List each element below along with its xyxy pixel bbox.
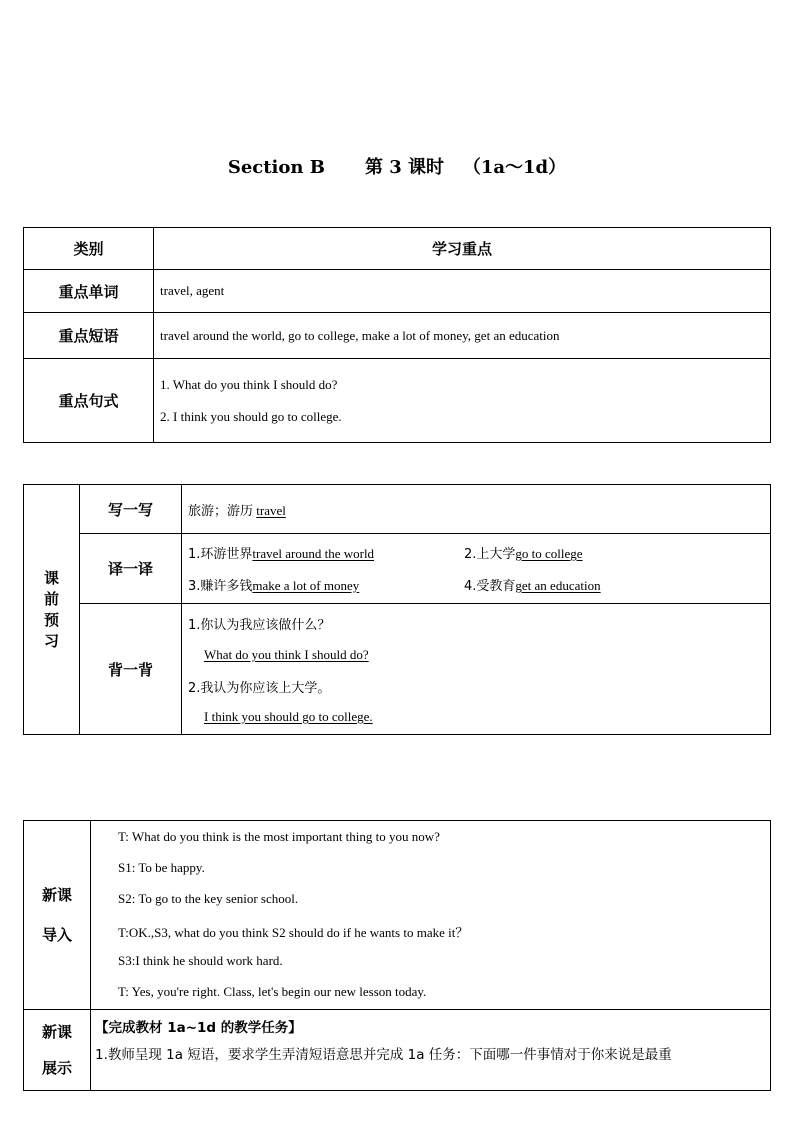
- row-label: 重点单词: [24, 270, 154, 313]
- show-label: 新课 展示: [24, 1010, 91, 1091]
- translate-item: 3.赚许多钱make a lot of money: [188, 578, 360, 594]
- intro-dialogue: [91, 821, 771, 1010]
- preview-side-label: 课 前 预 习: [24, 485, 80, 735]
- show-content: [91, 1010, 771, 1091]
- translate-label: 译一译: [80, 534, 182, 604]
- write-label: 写一写: [80, 485, 182, 534]
- recite-content: [182, 604, 771, 735]
- lesson-range: （1a～1d）: [462, 157, 567, 178]
- translate-item: 2.上大学go to college: [464, 546, 583, 562]
- table-row: [24, 313, 771, 359]
- row-label: 重点句式: [24, 359, 154, 443]
- page-title: [0, 153, 794, 179]
- translate-item: 4.受教育get an education: [464, 578, 601, 594]
- table-row: [24, 534, 771, 604]
- table-header-row: [24, 228, 771, 270]
- preview-table: [23, 484, 771, 735]
- recite-prompt: 1.你认为我应该做什么？: [188, 618, 331, 633]
- recite-answer: What do you think I should do?: [204, 647, 369, 662]
- table-row: [24, 485, 771, 534]
- row-content: travel around the world, go to college, make a lot of money, get an education: [154, 313, 771, 359]
- lesson-number: 第 3 课时: [364, 157, 445, 178]
- focus-header: 学习重点: [154, 228, 771, 270]
- write-content: [182, 485, 771, 534]
- table-row: [24, 1010, 771, 1091]
- row-content: [154, 359, 771, 443]
- row-label: 重点短语: [24, 313, 154, 359]
- dialogue-line: S1: To be happy.: [118, 860, 205, 875]
- write-answer: travel: [256, 502, 286, 518]
- dialogue-line: S3:I think he should work hard.: [118, 953, 283, 968]
- task-title: 【完成教材 1a~1d 的教学任务】: [95, 1020, 302, 1036]
- dialogue-line: T:OK.,S3, what do you think S2 should do if he wants to make it？: [118, 925, 469, 940]
- table-row: [24, 821, 771, 1010]
- section-title: Section B: [227, 157, 325, 178]
- recite-prompt: 2.我认为你应该上大学。: [188, 681, 331, 696]
- table-row: [24, 270, 771, 313]
- translate-content: [182, 534, 771, 604]
- dialogue-line: T: What do you think is the most important thing to you now?: [118, 829, 440, 844]
- recite-label: 背一背: [80, 604, 182, 735]
- write-prompt: 旅游；游历: [188, 503, 254, 519]
- row-content: travel, agent: [154, 270, 771, 313]
- category-header: 类别: [24, 228, 154, 270]
- translate-item: 1.环游世界travel around the world: [188, 546, 375, 562]
- task-text: 1.教师呈现 1a 短语，要求学生弄清短语意思并完成 1a 任务：下面哪一件事情对于你来说是最重: [95, 1047, 672, 1063]
- table-row: [24, 604, 771, 735]
- dialogue-line: S2: To go to the key senior school.: [118, 891, 299, 906]
- lesson-table: [23, 820, 771, 1091]
- sentence-line: 2. I think you should go to college.: [160, 408, 342, 424]
- sentence-line: 1. What do you think I should do?: [160, 376, 338, 392]
- intro-label: 新课 导入: [24, 821, 91, 1010]
- recite-answer: I think you should go to college.: [204, 709, 373, 724]
- key-points-table: [23, 227, 771, 443]
- dialogue-line: T: Yes, you're right. Class, let's begin our new lesson today.: [118, 984, 427, 999]
- table-row: [24, 359, 771, 443]
